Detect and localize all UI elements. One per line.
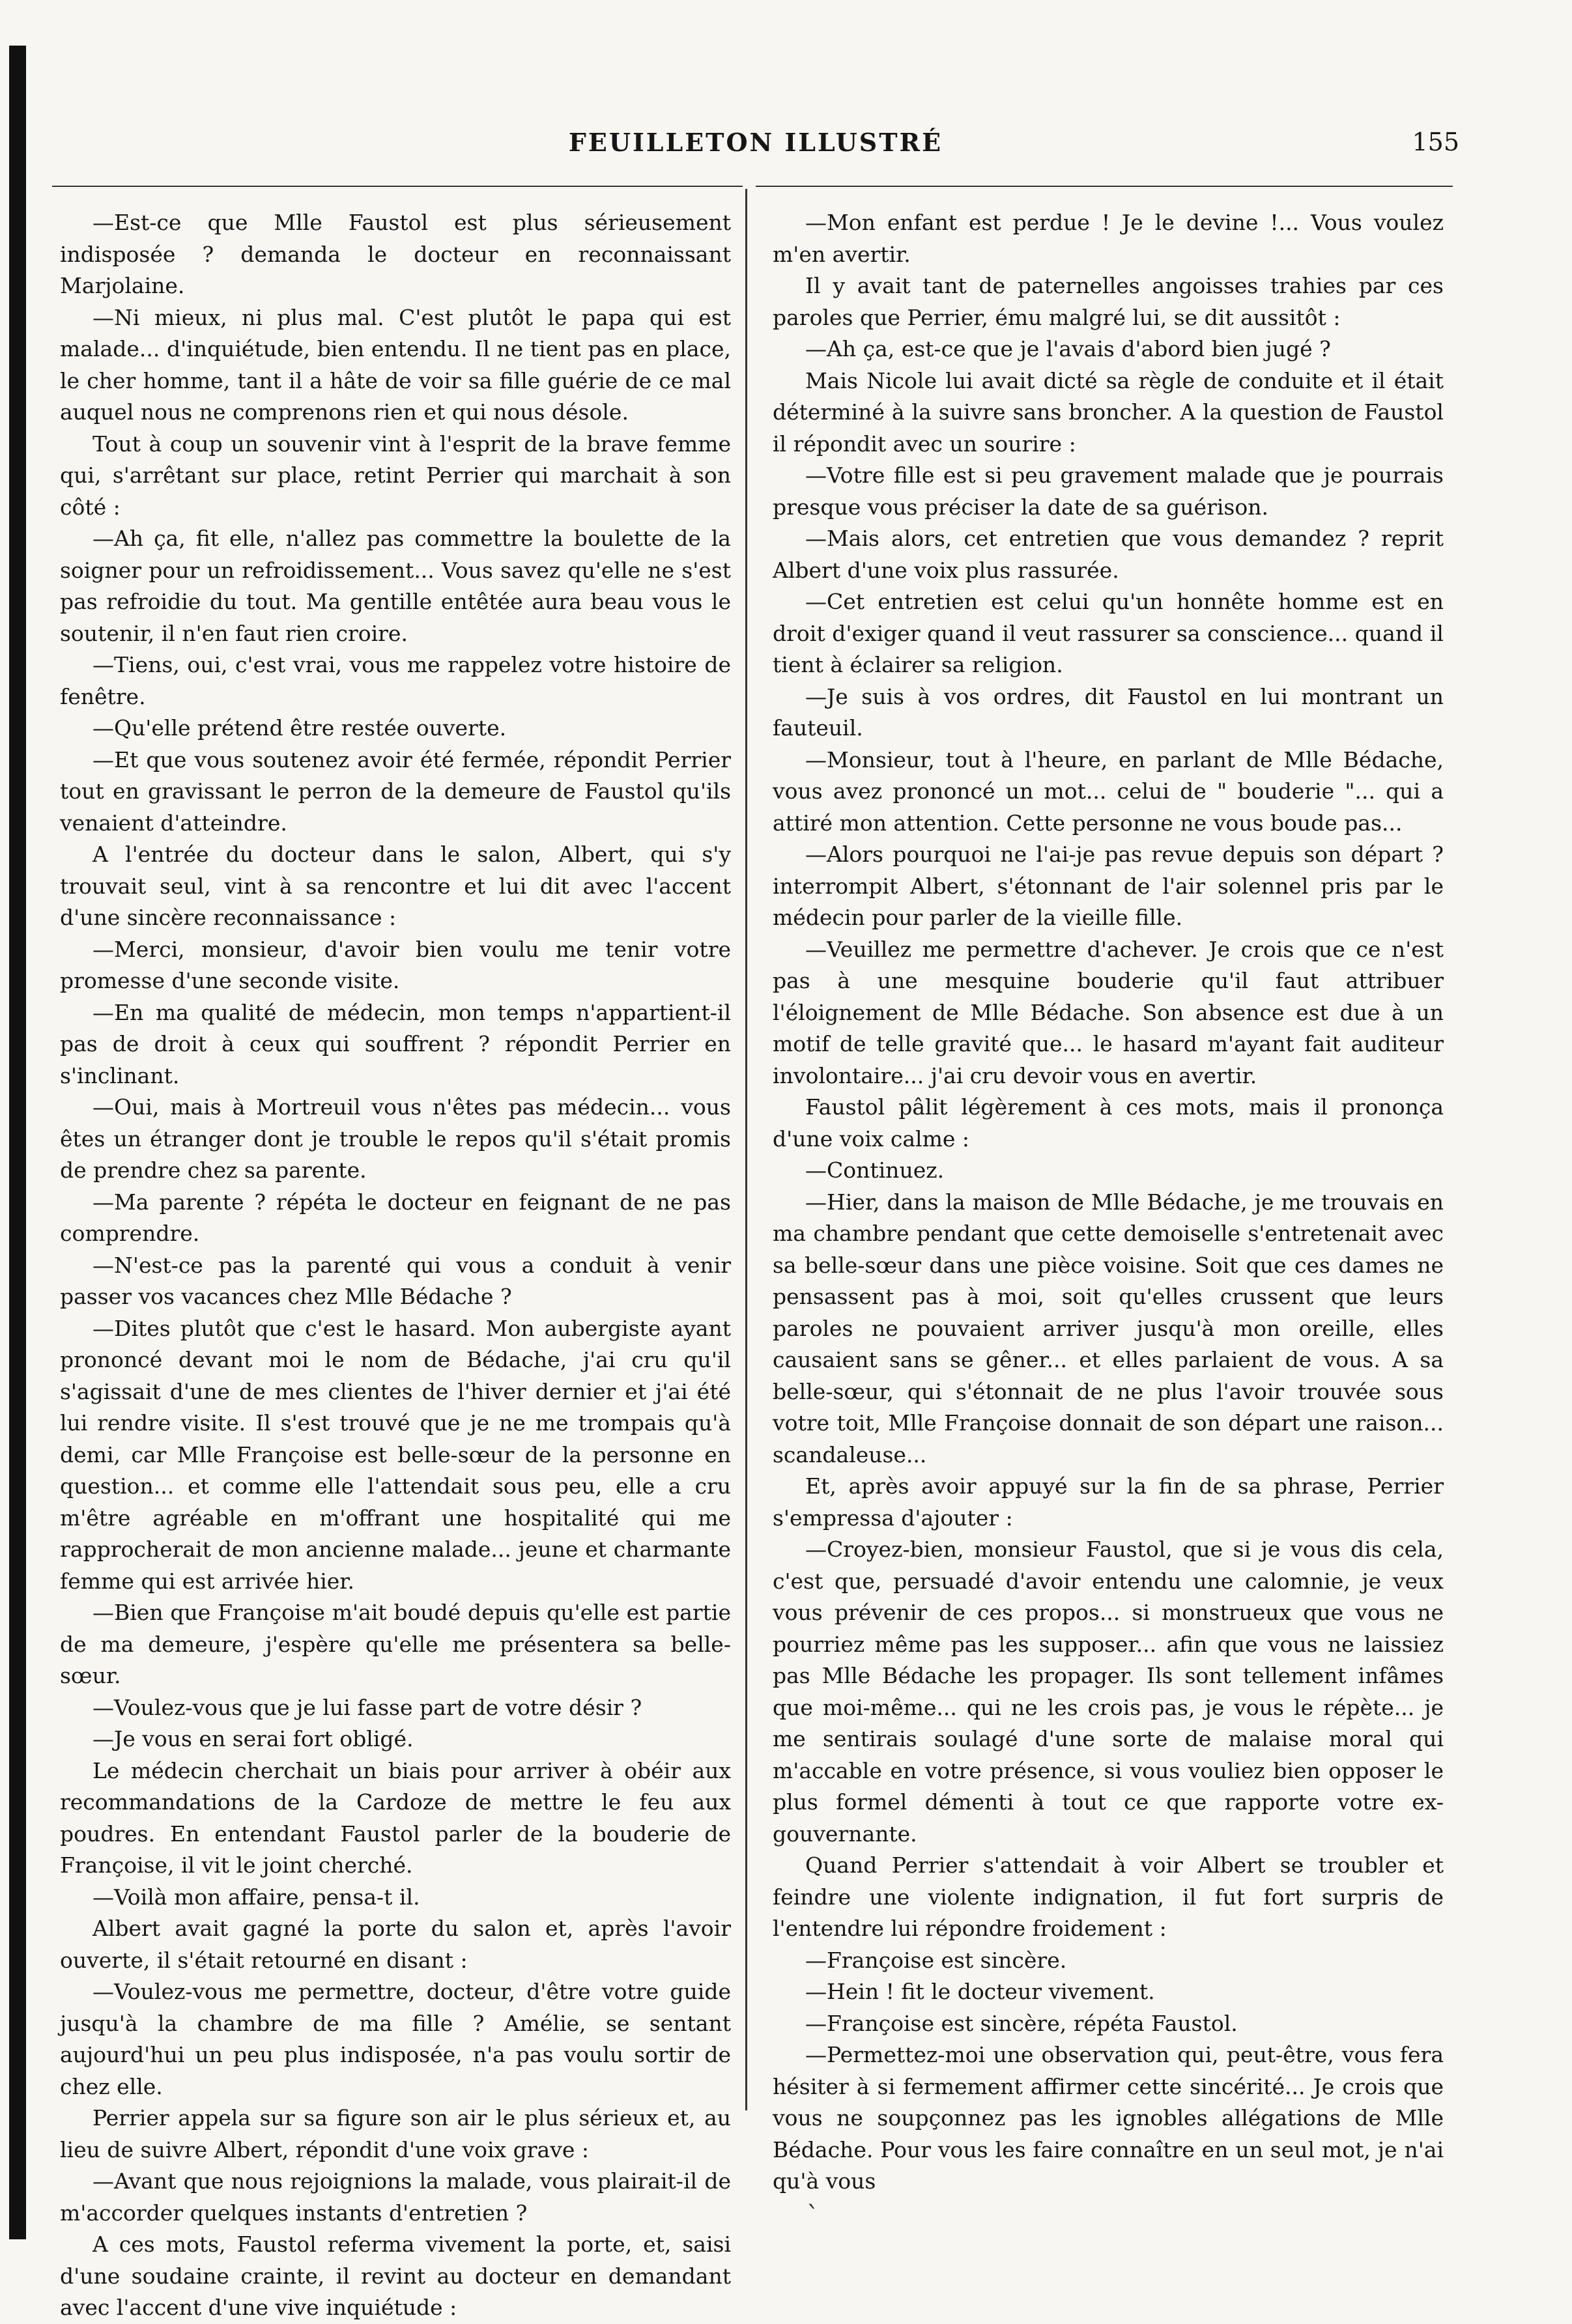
paragraph: —Voulez-vous que je lui fasse part de votre désir ? <box>93 1694 642 1720</box>
paragraph: Albert avait gagné la porte du salon et, après l'avoir ouverte, il s'était retourné en disant : <box>60 1916 731 1973</box>
header-rule-right <box>756 186 1453 187</box>
paragraph: —En ma qualité de médecin, mon temps n'appartient-il pas de droit à ceux qui souffrent ? répondit Perrier en s'inclinant. <box>60 999 731 1088</box>
paragraph: —Mais alors, cet entretien que vous demandez ? reprit Albert d'une voix plus rassurée. <box>773 526 1444 583</box>
paragraph: —Ah ça, est-ce que je l'avais d'abord bien jugé ? <box>805 336 1331 361</box>
header-rule-left <box>52 186 743 187</box>
paragraph: —Mon enfant est perdue ! Je le devine !... Vous voulez m'en avertir. <box>773 210 1444 267</box>
paragraph: Quand Perrier s'attendait à voir Albert se troubler et feindre une violente indignation, il fut fort surpris de l'entendre lui répondre froidement : <box>773 1852 1444 1941</box>
paragraph: —Voilà mon affaire, pensa-t il. <box>93 1884 420 1910</box>
paragraph: —Avant que nous rejoignions la malade, vous plairait-il de m'accorder quelques instants d'entretien ? <box>60 2168 731 2226</box>
paragraph: Le médecin cherchait un biais pour arriver à obéir aux recommandations de la Cardoze de mettre le feu aux poudres. En entendant Faustol parler de la bouderie de Françoise, il vit le joint cherché. <box>60 1757 731 1878</box>
paragraph: —Françoise est sincère. <box>805 1947 1067 1973</box>
page-mark: ` <box>807 2202 820 2232</box>
paragraph: —Veuillez me permettre d'achever. Je crois que ce n'est pas à une mesquine bouderie qu'il faut attribuer l'éloignement de Mlle Bédache. Son absence est due à un motif de telle gravité que... le hasard m'ayant fait auditeur involontaire... j'ai cru devoir vous en avertir. <box>773 936 1444 1088</box>
paragraph: —Et que vous soutenez avoir été fermée, répondit Perrier tout en gravissant le perron de la demeure de Faustol qu'ils venaient d'atteindre. <box>60 746 731 836</box>
running-title: FEUILLETON ILLUSTRÉ <box>568 128 943 157</box>
paragraph: —Tiens, oui, c'est vrai, vous me rappelez votre histoire de fenêtre. <box>60 652 731 709</box>
right-column <box>773 207 1444 2198</box>
column-divider <box>745 189 747 2110</box>
paragraph: Il y avait tant de paternelles angoisses trahies par ces paroles que Perrier, ému malgré lui, se dit aussitôt : <box>773 273 1444 330</box>
paragraph: —Est-ce que Mlle Faustol est plus sérieusement indisposée ? demanda le docteur en reconnaissant Marjolaine. <box>60 210 731 298</box>
paragraph: —Croyez-bien, monsieur Faustol, que si je vous dis cela, c'est que, persuadé d'avoir entendu une calomnie, je veux vous prévenir de ces propos... si monstrueux que vous ne pourriez même pas les supposer... afin que vous ne laissiez pas Mlle Bédache les propager. Ils sont tellement infâmes que moi-même... qui ne les crois pas, je vous le répète... je me sentirais soulagé d'une sorte de malaise moral qui m'accable en votre présence, si vous vouliez bien opposer le plus formel démenti à tout ce que rapporte votre ex-gouvernante. <box>773 1537 1444 1847</box>
paragraph: —Oui, mais à Mortreuil vous n'êtes pas médecin... vous êtes un étranger dont je trouble le repos qu'il s'était promis de prendre chez sa parente. <box>60 1094 731 1183</box>
paragraph: —Votre fille est si peu gravement malade que je pourrais presque vous préciser la date de sa guérison. <box>773 462 1444 520</box>
paragraph: —N'est-ce pas la parenté qui vous a conduit à venir passer vos vacances chez Mlle Bédache ? <box>60 1252 731 1309</box>
paragraph: Et, après avoir appuyé sur la fin de sa phrase, Perrier s'empressa d'ajouter : <box>773 1473 1444 1531</box>
paragraph: —Françoise est sincère, répéta Faustol. <box>805 2010 1238 2036</box>
binding-edge <box>9 46 26 2239</box>
paragraph: —Ah ça, fit elle, n'allez pas commettre la boulette de la soigner pour un refroidissement... Vous savez qu'elle ne s'est pas refroidie du tout. Ma gentille entêtée aura beau vous le soutenir, il n'en faut rien croire. <box>60 526 731 646</box>
paragraph: —Hier, dans la maison de Mlle Bédache, je me trouvais en ma chambre pendant que cette demoiselle s'entretenait avec sa belle-sœur dans une pièce voisine. Soit que ces dames ne pensassent pas à moi, soit qu'elles crussent que leurs paroles ne pouvaient arriver jusqu'à mon oreille, elles causaient sans se gêner... et elles parlaient de vous. A sa belle-sœur, qui s'étonnait de ne plus l'avoir trouvée sous votre toit, Mlle Françoise donnait de son départ une raison... scandaleuse... <box>773 1189 1444 1467</box>
paragraph: Mais Nicole lui avait dicté sa règle de conduite et il était déterminé à la suivre sans broncher. A la question de Faustol il répondit avec un sourire : <box>773 367 1444 457</box>
paragraph: —Merci, monsieur, d'avoir bien voulu me tenir votre promesse d'une seconde visite. <box>60 936 731 993</box>
paragraph: —Ni mieux, ni plus mal. C'est plutôt le papa qui est malade... d'inquiétude, bien entendu. Il ne tient pas en place, le cher homme, tant il a hâte de voir sa fille guérie de ce mal auquel nous ne comprenons rien et qui nous désole. <box>60 304 731 425</box>
paragraph: A l'entrée du docteur dans le salon, Albert, qui s'y trouvait seul, vint à sa rencontre et lui dit avec l'accent d'une sincère reconnaissance : <box>60 842 731 930</box>
paragraph: —Bien que Françoise m'ait boudé depuis qu'elle est partie de ma demeure, j'espère qu'elle me présentera sa belle-sœur. <box>60 1600 731 1688</box>
paragraph: —Dites plutôt que c'est le hasard. Mon aubergiste ayant prononcé devant moi le nom de Bédache, j'ai cru qu'il s'agissait d'une de mes clientes de l'hiver dernier et j'ai été lui rendre visite. Il s'est trouvé que je ne me trompais qu'à demi, car Mlle Françoise est belle-sœur de la personne en question... et comme elle l'attendait sous peu, elle a cru m'être agréable en m'offrant une hospitalité qui me rapprocherait de mon ancienne malade... jeune et charmante femme qui est arrivée hier. <box>60 1315 731 1594</box>
paragraph: —Hein ! fit le docteur vivement. <box>805 1979 1155 2004</box>
paragraph: —Monsieur, tout à l'heure, en parlant de Mlle Bédache, vous avez prononcé un mot... celui de " bouderie "... qui a attiré mon attention. Cette personne ne vous boude pas... <box>773 746 1444 836</box>
paragraph: —Je vous en serai fort obligé. <box>93 1726 414 1751</box>
paragraph: A ces mots, Faustol referma vivement la porte, et, saisi d'une soudaine crainte, il revint au docteur en demandant avec l'accent d'une vive inquiétude : <box>60 2232 731 2320</box>
paragraph: —Continuez. <box>805 1157 945 1183</box>
running-head <box>52 128 1459 173</box>
paragraph: Faustol pâlit légèrement à ces mots, mais il prononça d'une voix calme : <box>773 1094 1444 1152</box>
paragraph: —Ma parente ? répéta le docteur en feignant de ne pas comprendre. <box>60 1189 731 1246</box>
left-column <box>60 207 731 2324</box>
paragraph: —Cet entretien est celui qu'un honnête homme est en droit d'exiger quand il veut rassurer sa conscience... quand il tient à éclairer sa religion. <box>773 589 1444 677</box>
paragraph: —Voulez-vous me permettre, docteur, d'être votre guide jusqu'à la chambre de ma fille ? Amélie, se sentant aujourd'hui un peu plus indisposée, n'a pas voulu sortir de chez elle. <box>60 1979 731 2099</box>
paragraph: —Je suis à vos ordres, dit Faustol en lui montrant un fauteuil. <box>773 683 1444 741</box>
paragraph: Perrier appela sur sa figure son air le plus sérieux et, au lieu de suivre Albert, répondit d'une voix grave : <box>60 2105 731 2162</box>
paragraph: —Alors pourquoi ne l'ai-je pas revue depuis son départ ? interrompit Albert, s'étonnant de l'air solennel pris par le médecin pour parler de la vieille fille. <box>773 842 1444 930</box>
paragraph: —Permettez-moi une observation qui, peut-être, vous fera hésiter à si fermement affirmer cette sincérité... Je crois que vous ne soupçonnez pas les ignobles allégations de Mlle Bédache. Pour vous les faire connaître en un seul mot, je n'ai qu'à vous <box>773 2042 1444 2194</box>
paragraph: Tout à coup un souvenir vint à l'esprit de la brave femme qui, s'arrêtant sur place, retint Perrier qui marchait à son côté : <box>60 431 731 520</box>
page-number: 155 <box>1412 128 1459 156</box>
paragraph: —Qu'elle prétend être restée ouverte. <box>93 715 507 741</box>
